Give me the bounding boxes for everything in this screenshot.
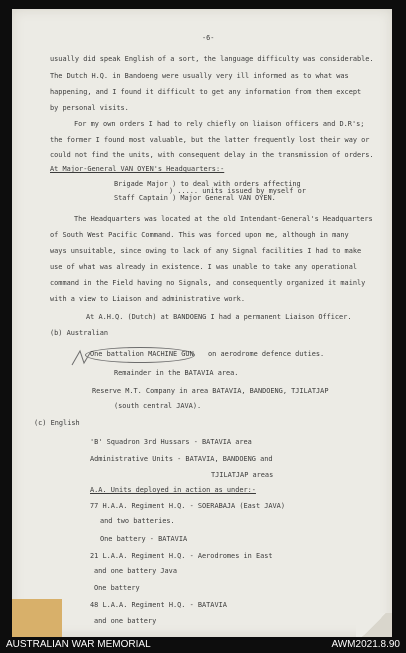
section-heading: At Major-General VAN OYEN's Headquarters:- (50, 165, 225, 173)
text-line: At A.H.Q. (Dutch) at BANDOENG I had a permanent Liaison Officer. (86, 313, 352, 321)
text-line: usually did speak English of a sort, the language difficulty was considerable. (50, 55, 374, 63)
text-line: One battery (94, 584, 140, 592)
text-line: of South West Pacific Command. This was forced upon me, although in many (50, 231, 349, 239)
text-line: and one battery (94, 617, 157, 625)
page-number: -6- (202, 34, 215, 42)
text-line: 'B' Squadron 3rd Hussars - BATAVIA area (90, 438, 252, 446)
text-line: One battalion MACHINE GUN (90, 350, 194, 358)
adhesive-tape (12, 599, 62, 637)
text-line: happening, and I found it difficult to get any information from them except (50, 88, 362, 96)
text-line: Administrative Units - BATAVIA, BANDOENG and (90, 455, 273, 463)
text-line: One battery - BATAVIA (100, 535, 188, 543)
text-line: The Dutch H.Q. in Bandoeng were usually very ill informed as to what was (50, 72, 349, 80)
text-line: Remainder in the BATAVIA area. (114, 369, 239, 377)
text-line: 21 L.A.A. Regiment H.Q. - Aerodromes in East (90, 552, 273, 560)
text-line: (south central JAVA). (114, 402, 202, 410)
footer-institution: AUSTRALIAN WAR MEMORIAL (6, 639, 151, 650)
section-heading: (b) Australian (50, 329, 109, 337)
text-line: 77 H.A.A. Regiment H.Q. - SOERABAJA (East JAVA) (90, 502, 285, 510)
section-heading: (c) English (34, 419, 80, 427)
text-line: and one battery Java (94, 567, 177, 575)
text-line: use of what was already in existence. I was unable to take any operational (50, 263, 357, 271)
text-line: The Headquarters was located at the old Intendant-General's Headquarters (74, 215, 373, 223)
text-line: command in the Field having no Signals, and consequently organized it mainly (50, 279, 366, 287)
footer-accession-number: AWM2021.8.90 (331, 639, 400, 650)
text-line: ) ..... units issued by myself or (169, 187, 306, 195)
text-line: Reserve M.T. Company in area BATAVIA, BANDOENG, TJILATJAP (92, 387, 329, 395)
text-line: 48 L.A.A. Regiment H.Q. - BATAVIA (90, 601, 227, 609)
page-corner-fold (356, 613, 392, 637)
text-line: and two batteries. (100, 517, 175, 525)
text-line: by personal visits. (50, 104, 129, 112)
text-line: could not find the units, with consequent delay in the transmission of orders. (50, 151, 374, 159)
text-line: Staff Captain ) Major General VAN OYEN. (114, 194, 276, 202)
text-line: with a view to Liaison and administrative work. (50, 295, 245, 303)
text-line: For my own orders I had to rely chiefly on liaison officers and D.R's; (74, 120, 365, 128)
text-line: Brigade Major ) to deal with orders affecting (114, 180, 301, 188)
document-page (12, 9, 392, 637)
text-line: ways unsuitable, since owing to lack of any Signal facilities I had to make (50, 247, 362, 255)
text-line: the former I found most valuable, but the latter frequently lost their way or (50, 136, 370, 144)
text-line: TJILATJAP areas (211, 471, 274, 479)
section-heading: A.A. Units deployed in action as under:- (90, 486, 256, 494)
text-line: on aerodrome defence duties. (208, 350, 325, 358)
